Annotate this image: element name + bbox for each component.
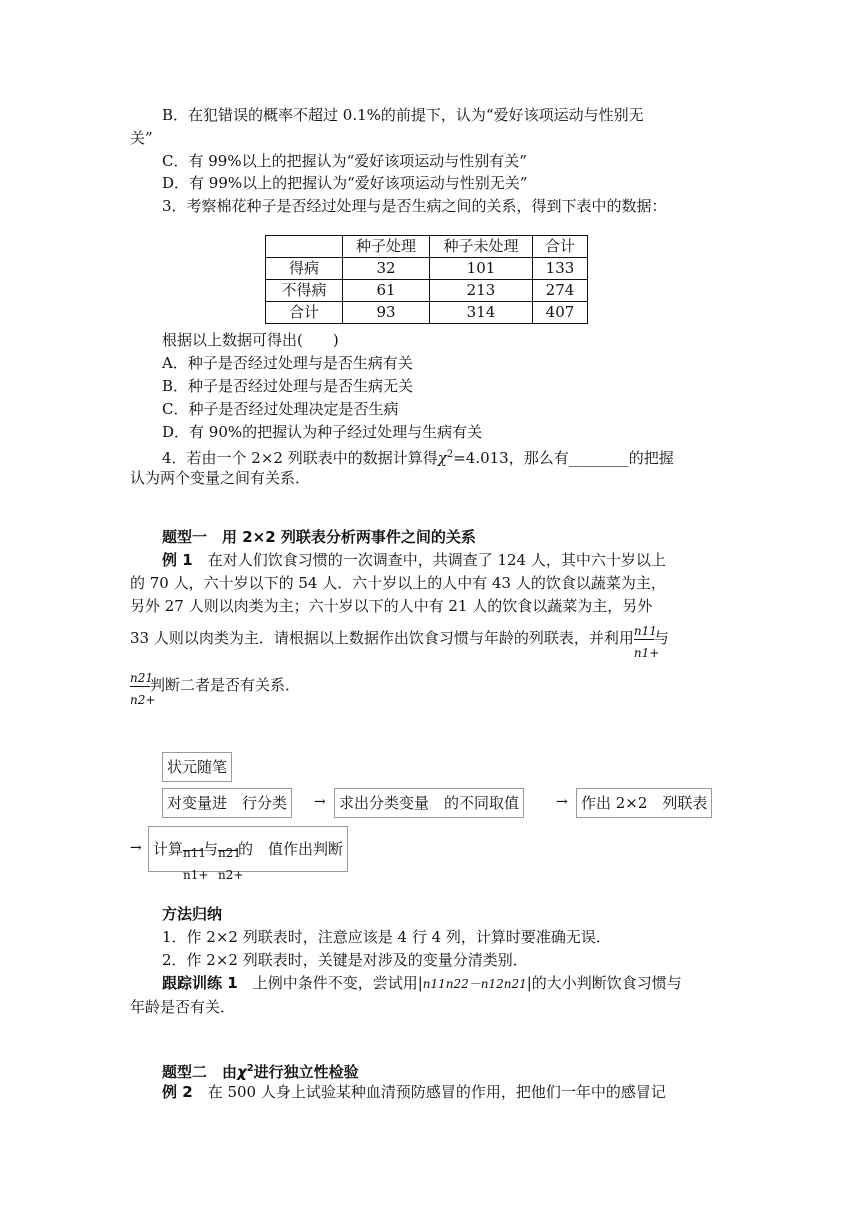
- method-point2: 2．作 2×2 列联表时，关键是对涉及的变量分清类别．: [162, 951, 528, 969]
- example1-and: 与: [653, 629, 669, 647]
- method-point1: 1．作 2×2 列联表时，注意应该是 4 行 4 列，计算时要准确无误．: [162, 928, 611, 946]
- q3-option-b: B．种子是否经过处理与是否生病无关: [162, 377, 414, 395]
- fraction-n11-n1: n11 n1+: [183, 846, 209, 882]
- contingency-table: [265, 235, 588, 324]
- superscript-2: 2: [246, 1063, 254, 1074]
- table-cell: 101: [430, 258, 533, 280]
- example1-label: 例 1: [162, 551, 193, 569]
- q3-stem: 3．考察棉花种子是否经过处理与是否生病之间的关系，得到下表中的数据：: [162, 197, 667, 215]
- q4-text-b: =4.013，那么有________的把握: [453, 449, 674, 467]
- follow-label: 跟踪训练 1: [162, 974, 238, 992]
- flow-step-judge: [148, 826, 348, 882]
- table-cell: 93: [343, 302, 430, 324]
- follow-training-line1: [162, 972, 682, 995]
- table-cell: 得病: [266, 258, 343, 280]
- table-cell: 61: [343, 280, 430, 302]
- fraction-n11-n1: $\frac{n11}{n1+}$: [633, 624, 660, 660]
- example1-line4: [130, 624, 669, 660]
- table-cell: 274: [533, 280, 588, 302]
- example1-line5: [130, 671, 301, 707]
- table-cell: 213: [430, 280, 533, 302]
- table-cell: 407: [533, 302, 588, 324]
- chi-symbol: χ: [237, 1063, 247, 1081]
- example1-line3: 另外 27 人则以肉类为主；六十岁以下的人中有 21 人的饮食以蔬菜为主，另外: [130, 597, 653, 615]
- chi-symbol: χ: [437, 449, 447, 467]
- superscript-2: 2: [446, 449, 454, 460]
- type2-title-b: 进行独立性检验: [253, 1063, 359, 1081]
- table-cell: [266, 236, 343, 258]
- fraction-n21-n2: n21 n2+: [218, 846, 244, 882]
- arrow-icon: →: [556, 794, 568, 810]
- flow-step-values: 求出分类变量 的不同取值: [334, 788, 524, 818]
- type1-title: 题型一 用 2×2 列联表分析两事件之间的关系: [162, 528, 476, 546]
- example1-line1: [162, 549, 666, 571]
- option-c: C．有 99%以上的把握认为“爱好该项运动与性别有关”: [162, 152, 527, 170]
- table-cell: 合计: [266, 302, 343, 324]
- option-b-line1: B．在犯错误的概率不超过 0.1%的前提下，认为“爱好该项运动与性别无: [162, 106, 644, 124]
- fraction-n21-n2: $\frac{n21}{n2+}$: [130, 671, 156, 707]
- flow-step-compute: 计算: [153, 840, 184, 858]
- example1-text: 在对人们饮食习惯的一次调查中，共调查了 124 人，其中六十岁以上: [207, 551, 666, 569]
- flow-step-classify: 对变量进 行分类: [162, 788, 292, 818]
- example1-text4: 33 人则以肉类为主．请根据以上数据作出饮食习惯与年龄的列联表，并利用: [130, 629, 634, 647]
- option-b-line2: 关”: [130, 129, 153, 147]
- option-d: D．有 99%以上的把握认为“爱好该项运动与性别无关”: [162, 174, 528, 192]
- follow-text-b: |的大小判断饮食习惯与: [526, 974, 682, 992]
- flow-judge-text: 的 值作出判断: [238, 840, 344, 858]
- example1-text5: 判断二者是否有关系．: [150, 676, 301, 694]
- table-cell: 种子处理: [343, 236, 430, 258]
- follow-text-a: 上例中条件不变，尝试用|: [252, 974, 423, 992]
- notes-title-box: 状元随笔: [162, 752, 232, 782]
- follow-training-line2: 年龄是否有关．: [130, 998, 236, 1016]
- example2-line1: [162, 1081, 666, 1103]
- table-cell: 不得病: [266, 280, 343, 302]
- arrow-icon: →: [314, 794, 326, 810]
- example2-text: 在 500 人身上试验某种血清预防感冒的作用，把他们一年中的感冒记: [207, 1083, 666, 1101]
- q4-line2: 认为两个变量之间有关系．: [130, 469, 311, 487]
- table-header-row: [266, 236, 588, 258]
- type2-title: [162, 1058, 359, 1083]
- arrow-icon: →: [130, 840, 142, 856]
- table-row: [266, 258, 588, 280]
- table-cell: 合计: [533, 236, 588, 258]
- q3-option-c: C．种子是否经过处理决定是否生病: [162, 400, 399, 418]
- flow-step-table: 作出 2×2 列联表: [576, 788, 712, 818]
- table-cell: 133: [533, 258, 588, 280]
- method-title: 方法归纳: [162, 905, 223, 923]
- table-cell: 314: [430, 302, 533, 324]
- table-cell: 种子未处理: [430, 236, 533, 258]
- q4-line1: [162, 444, 674, 469]
- table-cell: 32: [343, 258, 430, 280]
- q3-option-a: A．种子是否经过处理与是否生病有关: [162, 354, 413, 372]
- table-row: [266, 302, 588, 324]
- type2-title-a: 题型二 由: [162, 1063, 238, 1081]
- example1-line2: 的 70 人，六十岁以下的 54 人．六十岁以上的人中有 43 人的饮食以蔬菜为主，: [130, 574, 666, 592]
- q3-option-d: D．有 90%的把握认为种子经过处理与生病有关: [162, 423, 483, 441]
- q4-text-a: 4．若由一个 2×2 列联表中的数据计算得: [162, 449, 438, 467]
- table-row: [266, 280, 588, 302]
- q3-lead: 根据以上数据可得出( ): [162, 331, 339, 349]
- follow-expression: n11n22－n12n21: [422, 977, 527, 991]
- flow-and: 与: [203, 840, 219, 858]
- example2-label: 例 2: [162, 1083, 193, 1101]
